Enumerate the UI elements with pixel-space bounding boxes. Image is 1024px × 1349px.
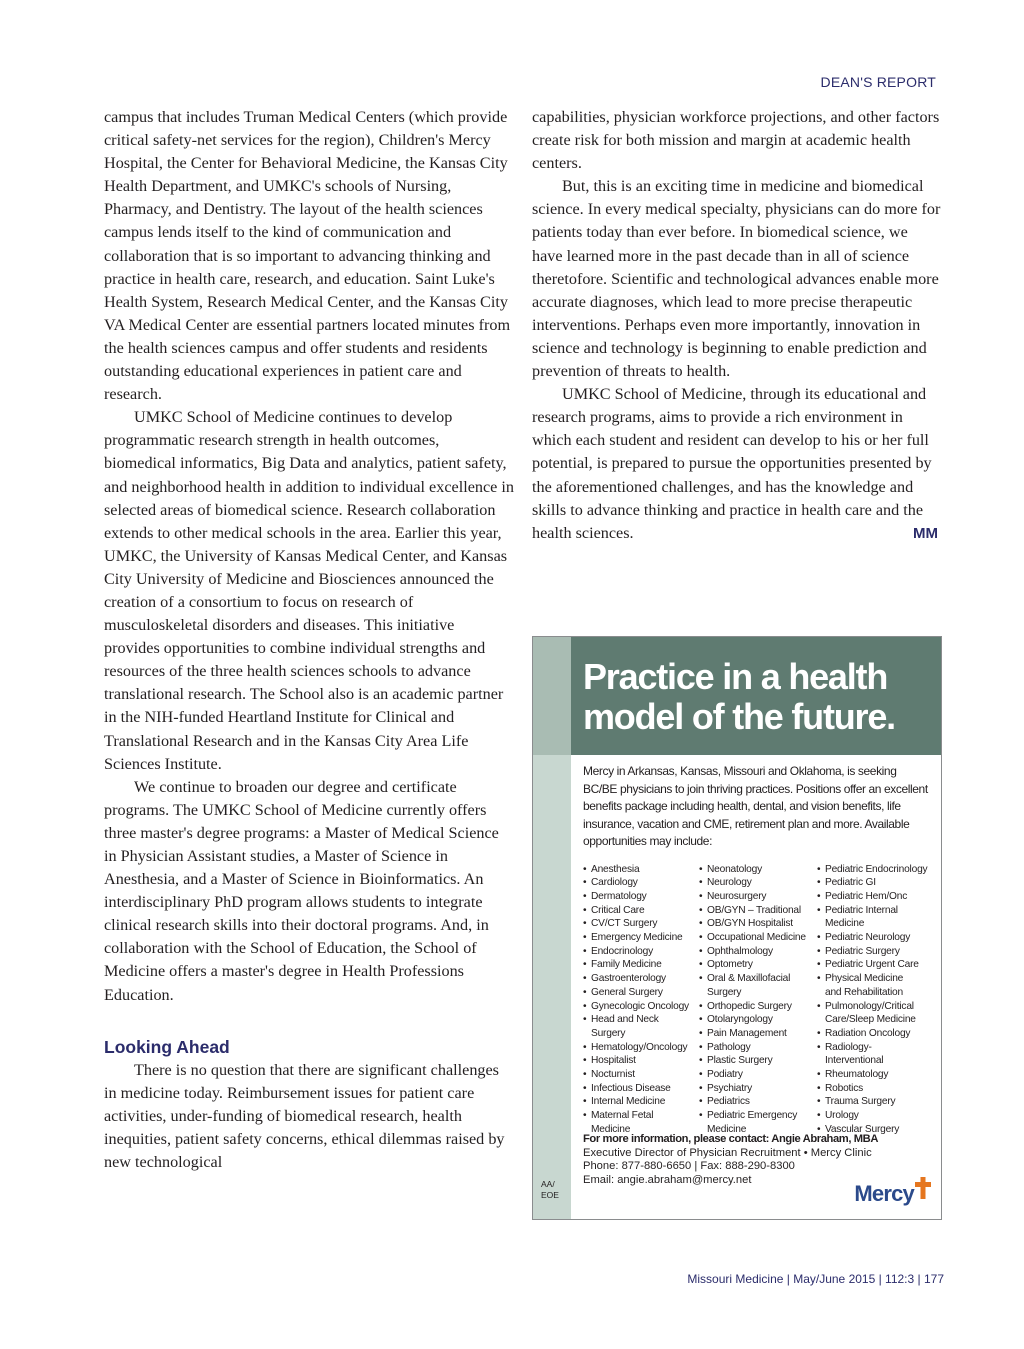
body-paragraph: We continue to broaden our degree and certificate programs. The UMKC School of Medicine currently offers three master's degree programs: a Master of Medical Science in Physician Assistant studies, a Master of Science in Anesthesia, and a Master of Science in Bioinformatics. An interdisciplinary PhD program allows students to integrate clinical research skills into their doctoral programs. And, in collaboration with the School of Education, the School of Medicine offers a master's degree in Health Professions Education.: [104, 777, 499, 1004]
specialty-item: Medicine: [825, 918, 865, 930]
specialty-item: • Occupational Medicine: [699, 931, 817, 945]
specialty-item: • Hospitalist: [583, 1054, 699, 1068]
body-paragraph: [532, 383, 942, 545]
body-paragraph: But, this is an exciting time in medicine and biomedical science. In every medical specialty, physicians can do more for patients today than ever before. In biomedical science, we have learned more in the past decade than in all of science theretofore. Scientific and technological advances enable more accurate diagnoses, which lead to more precise therapeutic interventions. Perhaps even more importantly, innovation in science and technology is beginning to enable prediction and prevention of threats to health.: [532, 177, 941, 381]
aa-eoe-line: AA/: [541, 1179, 555, 1189]
specialty-item: Medicine: [707, 1123, 747, 1135]
contact-lead: For more information, please contact: Angie Abraham, MBA: [583, 1133, 879, 1145]
contact-email: Email: angie.abraham@mercy.net: [583, 1173, 752, 1186]
ad-body: [583, 763, 931, 1186]
specialty-item: • Neurosurgery: [699, 890, 817, 904]
specialty-item: • Rheumatology: [817, 1068, 937, 1082]
aa-eoe-line: EOE: [541, 1190, 559, 1200]
specialty-item: Interventional: [825, 1055, 884, 1067]
specialty-item: • Orthopedic Surgery: [699, 1000, 817, 1014]
specialty-item: • Dermatology: [583, 890, 699, 904]
specialty-item: • Plastic Surgery: [699, 1054, 817, 1068]
body-paragraph: capabilities, physician workforce projections, and other factors create risk for both mission and margin at academic health centers.: [532, 108, 940, 173]
specialty-item: • OB/GYN Hospitalist: [699, 917, 817, 931]
specialty-item: Surgery: [707, 986, 742, 998]
specialty-item: • Pain Management: [699, 1027, 817, 1041]
specialty-item: • Pediatric Surgery: [817, 945, 937, 959]
specialty-item: • Pediatric Hem/Onc: [817, 890, 937, 904]
specialty-item: • CV/CT Surgery: [583, 917, 699, 931]
ad-headline-line: model of the future.: [583, 696, 895, 737]
specialty-item: • Pediatrics: [699, 1095, 817, 1109]
specialty-item: • Cardiology: [583, 876, 699, 890]
mercy-logo-text: Mercy: [854, 1181, 914, 1206]
specialty-item: • Endocrinology: [583, 945, 699, 959]
specialty-item: • Neonatology: [699, 863, 817, 877]
specialty-item: • Anesthesia: [583, 863, 699, 877]
specialty-item: • Gynecologic Oncology: [583, 1000, 699, 1014]
contact-phone: Phone: 877-880-6650 | Fax: 888-290-8300: [583, 1160, 795, 1173]
cross-icon-horizontal: [915, 1182, 931, 1187]
specialty-item: • Vascular Surgery: [817, 1123, 937, 1137]
aa-eoe-notice: [541, 1179, 559, 1201]
specialty-item: • Pediatric GI: [817, 876, 937, 890]
specialty-item: • Robotics: [817, 1082, 937, 1096]
specialty-item: • Optometry: [699, 958, 817, 972]
specialty-column: [699, 863, 817, 1137]
specialty-item: Surgery: [591, 1027, 626, 1039]
body-paragraph: UMKC School of Medicine continues to develop programmatic research strength in health outcomes, biomedical informatics, Big Data and analytics, patient safety, and neighborhood health in addition to individual excellence in selected areas of biomedical science. Research collaboration extends to other medical schools in the area. Earlier this year, UMKC, the University of Kansas Medical Center, and Kansas City University of Medicine and Biosciences announced the creation of a consortium to focus on research of musculoskeletal disorders and diseases. This initiative provides opportunities to combine individual strengths and resources of the three health sciences schools to advance translational research. The School also is an academic partner in the NIH-funded Heartland Institute for Clinical and Translational Research and in the Kansas City Area Life Sciences Institute.: [104, 408, 514, 773]
specialty-item: • Otolaryngology: [699, 1013, 817, 1027]
specialty-item: • Urology: [817, 1109, 937, 1123]
specialty-item: • Psychiatry: [699, 1082, 817, 1096]
specialty-item: • Ophthalmology: [699, 945, 817, 959]
specialty-item: Medicine: [591, 1123, 631, 1135]
left-column: [104, 106, 514, 1174]
right-column: [532, 106, 942, 545]
specialty-item: • Nocturnist: [583, 1068, 699, 1082]
specialty-item: • Internal Medicine: [583, 1095, 699, 1109]
specialty-column: [583, 863, 699, 1137]
specialty-item: • Pediatric Endocrinology: [817, 863, 937, 877]
body-paragraph: There is no question that there are significant challenges in medicine today. Reimbursement issues for patient care activities, under-funding of biomedical research, health inequities, patient safety concerns, ethical dilemmas raised by new technological: [104, 1060, 505, 1172]
specialty-item: • Gastroenterology: [583, 972, 699, 986]
specialty-item: • Hematology/Oncology: [583, 1041, 699, 1055]
specialty-item: • Radiology-: [817, 1041, 937, 1055]
specialty-item: • Trauma Surgery: [817, 1095, 937, 1109]
ad-headline-line: Practice in a health: [583, 656, 888, 697]
cross-icon: [915, 1177, 931, 1199]
specialty-item: • Pathology: [699, 1041, 817, 1055]
body-text: UMKC School of Medicine, through its educational and research programs, aims to provide a rich environment in which each student and resident can develop to his or her full potential, is prepared to pursue the opportunities presented by the aforementioned challenges, and has the knowledge and skills to advance thinking and practice in health care and the health sciences.: [532, 385, 932, 542]
specialty-item: and Rehabilitation: [825, 986, 903, 998]
specialty-item: • Neurology: [699, 876, 817, 890]
specialty-item: • Family Medicine: [583, 958, 699, 972]
specialty-item: • Critical Care: [583, 904, 699, 918]
specialty-column: [817, 863, 937, 1137]
specialty-item: • Pediatric Internal: [817, 904, 937, 918]
recruitment-ad: [532, 636, 942, 1220]
specialty-item: • Maternal Fetal: [583, 1109, 699, 1123]
section-heading: Looking Ahead: [104, 1036, 230, 1057]
specialty-item: • Pulmonology/Critical: [817, 1000, 937, 1014]
specialty-item: • Emergency Medicine: [583, 931, 699, 945]
specialty-item: • Oral & Maxillofacial: [699, 972, 817, 986]
specialty-item: • Head and Neck: [583, 1013, 699, 1027]
page-footer: Missouri Medicine | May/June 2015 | 112:3 | 177: [687, 1272, 944, 1286]
contact-title: Executive Director of Physician Recruitment • Mercy Clinic: [583, 1146, 872, 1159]
ad-headline: [571, 637, 941, 755]
specialty-item: • Physical Medicine: [817, 972, 937, 986]
specialty-item: • Pediatric Emergency: [699, 1109, 817, 1123]
specialty-list: [583, 863, 931, 1143]
mercy-logo: [854, 1181, 931, 1207]
specialty-item: • General Surgery: [583, 986, 699, 1000]
specialty-item: • Pediatric Neurology: [817, 931, 937, 945]
mm-signature: MM: [913, 524, 938, 542]
specialty-item: • OB/GYN – Traditional: [699, 904, 817, 918]
ad-side-strip-top: [533, 637, 571, 755]
body-paragraph: campus that includes Truman Medical Centers (which provide critical safety-net services for the region), Children's Mercy Hospital, the Center for Behavioral Medicine, the Kansas City Health Department, and UMKC's schools of Nursing, Pharmacy, and Dentistry. The layout of the health sciences campus lends itself to the kind of communication and collaboration that is so important to advancing thinking and practice in health care, research, and education. Saint Luke's Health System, Research Medical Center, and the Kansas City VA Medical Center are essential partners located minutes from the health sciences campus and offer students and residents outstanding educational experiences in patient care and research.: [104, 108, 511, 404]
specialty-item: • Infectious Disease: [583, 1082, 699, 1096]
specialty-item: • Pediatric Urgent Care: [817, 958, 937, 972]
specialty-item: Care/Sleep Medicine: [825, 1014, 916, 1026]
specialty-item: • Podiatry: [699, 1068, 817, 1082]
section-header: DEAN'S REPORT: [820, 74, 936, 90]
contact-block: [583, 1133, 883, 1187]
cross-icon-vertical: [921, 1177, 926, 1199]
ad-intro: Mercy in Arkansas, Kansas, Missouri and Oklahoma, is seeking BC/BE physicians to join thriving practices. Positions offer an excellent benefits package including health, dental, and vision benefits, life insurance, vacation and CME, retirement plan and more. Available opportunities may include:: [583, 764, 928, 848]
specialty-item: • Radiation Oncology: [817, 1027, 937, 1041]
